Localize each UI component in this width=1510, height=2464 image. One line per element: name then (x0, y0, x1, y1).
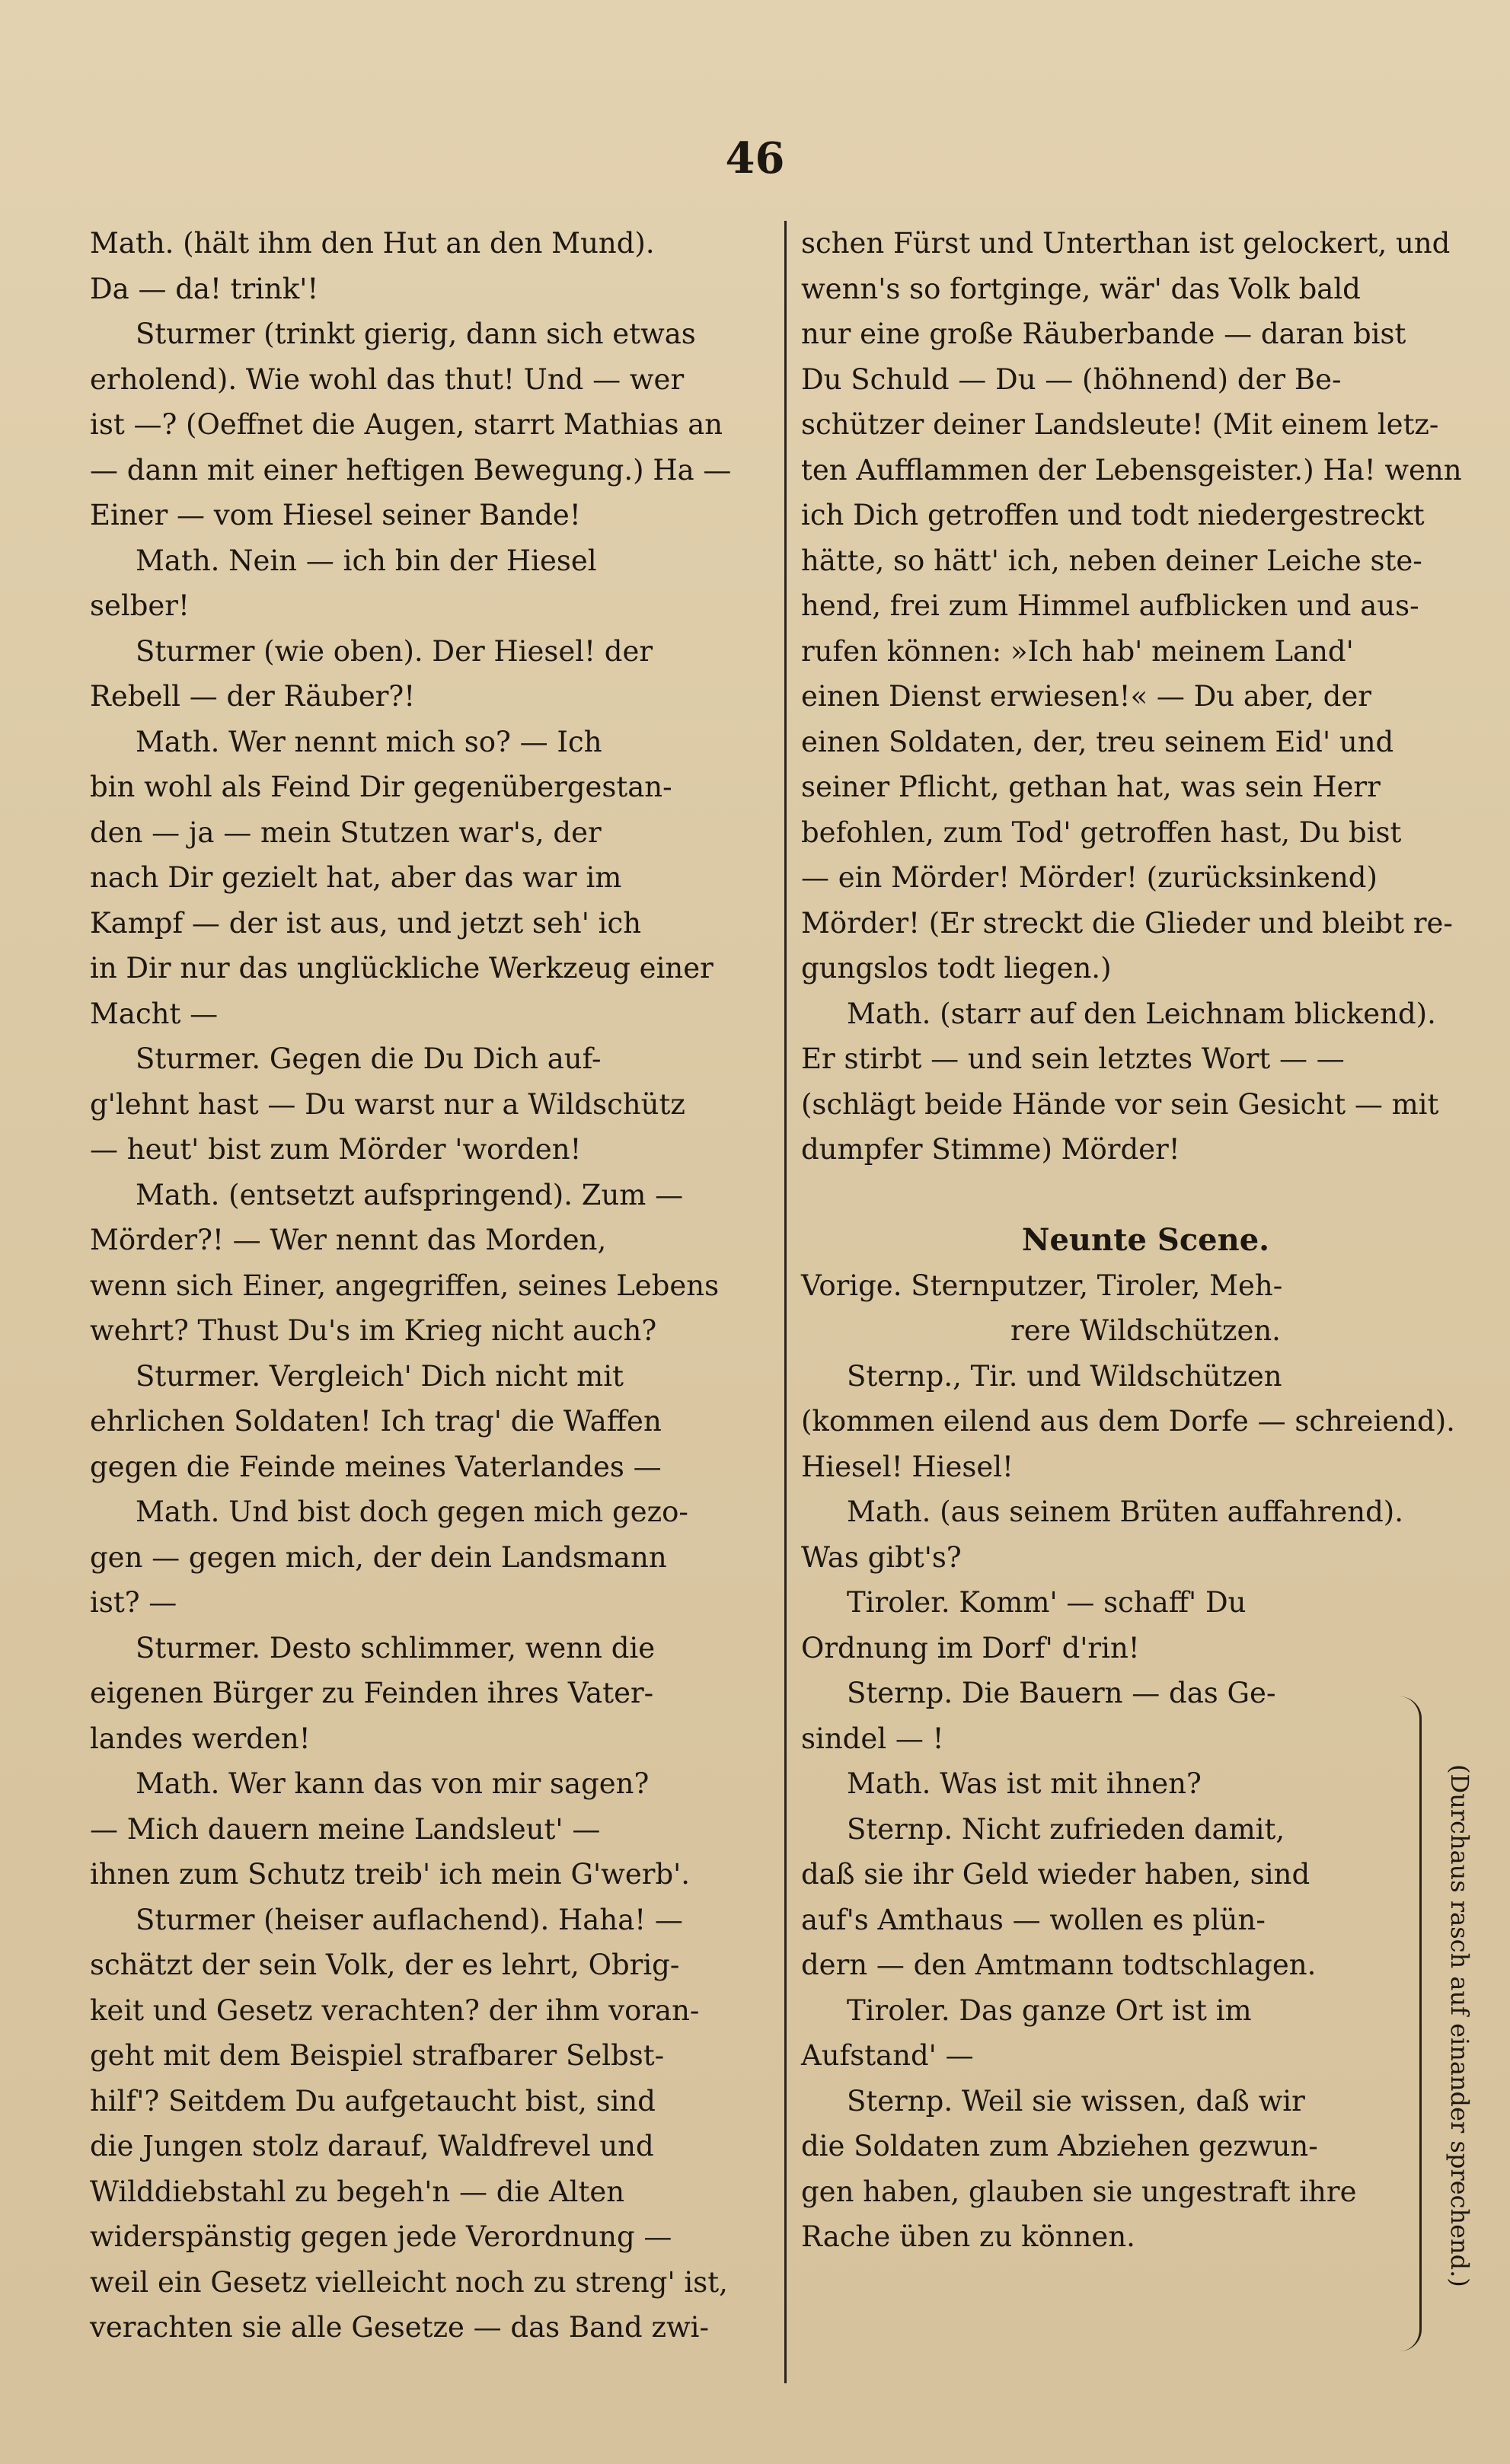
text-line: wenn's so fortginge, wär' das Volk bald (801, 272, 1361, 305)
text-line: rufen können: »Ich hab' meinem Land' (801, 634, 1354, 668)
text-line: Math. Was ist mit ihnen? (847, 1767, 1202, 1800)
text-line: (schlägt beide Hände vor sein Gesicht — mit (801, 1087, 1439, 1121)
text-line: ihnen zum Schutz treib' ich mein G'werb'. (90, 1858, 691, 1891)
text-line: einen Dienst erwiesen!« — Du aber, der (801, 680, 1371, 713)
text-line: keit und Gesetz verachten? der ihm voran- (90, 1993, 700, 2027)
text-line: dern — den Amtmann todtschlagen. (801, 1949, 1317, 1981)
text-line: Sternp., Tir. und Wildschützen (847, 1359, 1282, 1393)
text-line: ich Dich getroffen und todt niedergestreckt (801, 499, 1425, 531)
text-line: — ein Mörder! Mörder! (zurücksinkend) (801, 861, 1378, 894)
text-line: nach Dir gezielt hat, aber das war im (90, 861, 622, 894)
left-column (90, 221, 775, 2351)
text-line: widerspänstig gegen jede Verordnung — (90, 2220, 672, 2253)
text-line: — heut' bist zum Mörder 'worden! (90, 1133, 582, 1166)
text-line: Macht — (90, 997, 219, 1030)
text-line: schätzt der sein Volk, der es lehrt, Obrig- (90, 1949, 680, 1981)
text-line: ehrlichen Soldaten! Ich trag' die Waffen (90, 1405, 662, 1438)
side-stage-direction (1418, 1713, 1502, 2338)
text-line: — Mich dauern meine Landsleut' — (90, 1812, 601, 1846)
text-line: ten Aufflammen der Lebensgeister.) Ha! wenn (801, 453, 1462, 487)
text-line: (kommen eilend aus dem Dorfe — schreiend). (801, 1405, 1455, 1438)
text-line: die Jungen stolz darauf, Waldfrevel und (90, 2130, 654, 2162)
right-column (801, 221, 1490, 2260)
side-note-text: (Durchaus rasch auf einander sprechend.) (1445, 1763, 1474, 2287)
text-line: gen haben, glauben sie ungestraft ihre (801, 2175, 1357, 2208)
text-line: dumpfer Stimme) Mörder! (801, 1133, 1180, 1166)
text-line: in Dir nur das unglückliche Werkzeug einer (90, 952, 713, 985)
text-line: Du Schuld — Du — (höhnend) der Be- (801, 362, 1342, 396)
text-line: landes werden! (90, 1722, 311, 1755)
text-line: Rebell — der Räuber?! (90, 680, 416, 713)
text-line: verachten sie alle Gesetze — das Band zwi- (90, 2311, 709, 2344)
text-line: Sturmer (wie oben). Der Hiesel! der (136, 634, 653, 668)
text-line: ist? — (90, 1586, 177, 1619)
text-line: Sturmer (trinkt gierig, dann sich etwas (136, 318, 696, 350)
text-line: Sturmer (heiser auflachend). Haha! — (136, 1903, 683, 1936)
cast-list-line: rere Wildschützen. (1010, 1314, 1281, 1347)
spacer (801, 1173, 1490, 1218)
text-line: Math. (aus seinem Brüten auffahrend). (847, 1495, 1403, 1528)
text-line: nur eine große Räuberbande — daran bist (801, 318, 1406, 350)
text-line: hätte, so hätt' ich, neben deiner Leiche ste- (801, 544, 1422, 577)
text-line: Rache üben zu können. (801, 2220, 1135, 2253)
text-line: Sternp. Die Bauern — das Ge- (847, 1677, 1276, 1709)
text-line: befohlen, zum Tod' getroffen hast, Du bist (801, 815, 1402, 849)
text-line: schen Fürst und Unterthan ist gelockert, und (801, 227, 1451, 260)
text-line: hend, frei zum Himmel aufblicken und aus- (801, 589, 1419, 622)
text-line: eigenen Bürger zu Feinden ihres Vater- (90, 1677, 654, 1709)
text-line: gungslos todt liegen.) (801, 952, 1112, 985)
text-line: Sternp. Nicht zufrieden damit, (847, 1812, 1285, 1846)
text-line: Sturmer. Gegen die Du Dich auf- (136, 1042, 602, 1075)
text-line: Math. Wer nennt mich so? — Ich (136, 725, 602, 758)
text-line: die Soldaten zum Abziehen gezwun- (801, 2130, 1318, 2162)
text-line: sindel — ! (801, 1722, 944, 1755)
text-line: Sturmer. Desto schlimmer, wenn die (136, 1631, 656, 1664)
text-line: gegen die Feinde meines Vaterlandes — (90, 1450, 662, 1483)
text-line: auf's Amthaus — wollen es plün- (801, 1903, 1266, 1936)
text-line: wehrt? Thust Du's im Krieg nicht auch? (90, 1314, 657, 1347)
page-number: 46 (725, 133, 785, 184)
text-line: Mörder! (Er streckt die Glieder und bleibt re- (801, 906, 1453, 940)
text-line: — dann mit einer heftigen Bewegung.) Ha — (90, 453, 732, 487)
text-line: Math. Wer kann das von mir sagen? (136, 1767, 650, 1800)
text-line: bin wohl als Feind Dir gegenübergestan- (90, 771, 672, 803)
text-line: Mörder?! — Wer nennt das Morden, (90, 1224, 607, 1256)
text-line: Er stirbt — und sein letztes Wort — — (801, 1042, 1345, 1075)
text-line: Da — da! trink'! (90, 272, 319, 305)
text-line: Aufstand' — (801, 2039, 974, 2072)
text-line: Math. (entsetzt aufspringend). Zum — (136, 1178, 684, 1211)
text-line: seiner Pflicht, gethan hat, was sein Herr (801, 771, 1381, 803)
text-line: den — ja — mein Stutzen war's, der (90, 815, 602, 849)
text-line: Einer — vom Hiesel seiner Bande! (90, 499, 581, 531)
text-line: Wilddiebstahl zu begeh'n — die Alten (90, 2175, 625, 2208)
text-line: daß sie ihr Geld wieder haben, sind (801, 1858, 1310, 1891)
text-line: Math. Nein — ich bin der Hiesel (136, 544, 597, 577)
text-line: Hiesel! Hiesel! (801, 1450, 1014, 1483)
text-line: Math. (starr auf den Leichnam blickend). (847, 997, 1436, 1030)
cast-list-line: Vorige. Sternputzer, Tiroler, Meh- (801, 1269, 1283, 1302)
text-line: einen Soldaten, der, treu seinem Eid' und (801, 725, 1394, 758)
text-line: Tiroler. Komm' — schaff' Du (847, 1586, 1247, 1619)
text-line: schützer deiner Landsleute! (Mit einem letz- (801, 408, 1439, 441)
text-line: Tiroler. Das ganze Ort ist im (847, 1993, 1252, 2027)
text-line: gen — gegen mich, der dein Landsmann (90, 1540, 667, 1574)
text-line: wenn sich Einer, angegriffen, seines Lebens (90, 1269, 720, 1302)
text-line: Kampf — der ist aus, und jetzt seh' ich (90, 906, 642, 940)
scene-heading: Neunte Scene. (1021, 1222, 1270, 1258)
text-line: Was gibt's? (801, 1540, 962, 1574)
text-line: ist —? (Oeffnet die Augen, starrt Mathias an (90, 408, 723, 441)
text-line: selber! (90, 589, 190, 622)
text-line: Math. (hält ihm den Hut an den Mund). (90, 227, 655, 260)
text-line: Ordnung im Dorf' d'rin! (801, 1631, 1140, 1664)
text-line: Sternp. Weil sie wissen, daß wir (847, 2084, 1305, 2118)
text-line: geht mit dem Beispiel strafbarer Selbst- (90, 2039, 665, 2072)
text-line: weil ein Gesetz vielleicht noch zu streng' ist, (90, 2265, 728, 2299)
text-line: erholend). Wie wohl das thut! Und — wer (90, 362, 685, 396)
column-divider (784, 221, 787, 2383)
text-line: Sturmer. Vergleich' Dich nicht mit (136, 1359, 624, 1393)
text-line: g'lehnt hast — Du warst nur a Wildschütz (90, 1087, 685, 1121)
text-line: hilf'? Seitdem Du aufgetaucht bist, sind (90, 2084, 656, 2118)
text-line: Math. Und bist doch gegen mich gezo- (136, 1495, 688, 1528)
